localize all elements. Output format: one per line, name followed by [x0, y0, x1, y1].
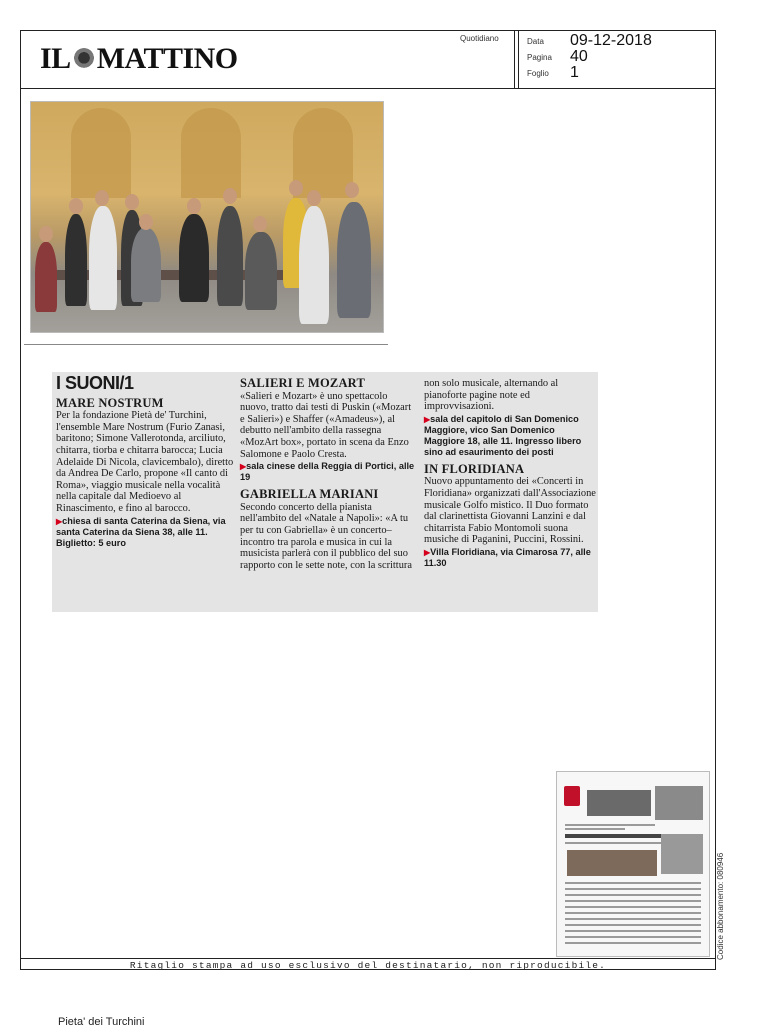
footer-notice: Ritaglio stampa ad uso esclusivo del destinatario, non riproducibile.	[129, 960, 607, 971]
date-label: Data	[527, 37, 544, 46]
header-divider	[20, 88, 716, 89]
arrow-marker-icon: ▶	[240, 462, 247, 472]
group-photo	[30, 101, 384, 333]
article-box	[52, 372, 598, 612]
logo-text-right: MATTINO	[96, 42, 238, 75]
footer-divider	[20, 958, 716, 959]
section-title: SALIERI E MOZART	[240, 376, 366, 390]
header-separator	[518, 30, 519, 88]
publication-type: Quotidiano	[460, 34, 499, 43]
section-body-continued: non solo musicale, alternando al pianoforte pagine note ed improvvisazioni.	[424, 378, 559, 413]
page-label: Pagina	[527, 53, 552, 62]
section-info: ▶sala cinese della Reggia di Portici, alle 19	[240, 461, 415, 483]
section-body: Per la fondazione Pietà de' Turchini, l'ensemble Mare Nostrum (Furio Zanasi, baritono; Simone Vallerotonda, arciliuto, chitarra, tiorba e chitarra barocca; Lucia Adelaide Di Nicola, clavicembalo), diretto da Andrea De Carlo, propone «Il canto di Roma», viaggio musicale nella vocalità nella capitale dal Medioevo al Rinascimento, e fino al barocco.	[56, 410, 234, 514]
page-value: 40	[570, 48, 588, 65]
section-title: MARE NOSTRUM	[56, 395, 164, 410]
section-info: ▶Villa Floridiana, via Cimarosa 77, alle 11.30	[424, 546, 591, 568]
section-title: GABRIELLA MARIANI	[240, 487, 379, 502]
section-info: ▶sala del capitolo di San Domenico Maggiore, vico San Domenico Maggiore 18, alle 11. Ingresso libero sino ad esaurimento dei posti	[424, 413, 582, 457]
logo-text-left: IL	[40, 42, 71, 75]
article-column-1	[56, 373, 234, 549]
article-column-3	[424, 378, 596, 569]
section-info: ▶chiesa di santa Caterina da Siena, via santa Caterina da Siena 38, alle 11. Biglietto: 5 euro	[56, 515, 226, 548]
source-caption: Pieta' dei Turchini	[58, 1016, 145, 1028]
section-body: Nuovo appuntamento dei «Concerti in Floridiana» organizzati dall'Associazione musicale Golfo mistico. Il Duo formato dal clarinettista Giovanni Lanzini e dal chitarrista Fabio Montomoli suona musiche di Paganini, Puccini, Rossini.	[424, 476, 596, 546]
arrow-marker-icon: ▶	[424, 547, 431, 557]
photo-divider	[24, 344, 388, 345]
sheet-value: 1	[570, 64, 579, 81]
date-value: 09-12-2018	[570, 32, 652, 49]
arrow-marker-icon: ▶	[424, 414, 431, 424]
newspaper-logo	[40, 42, 238, 76]
page-thumbnail	[556, 771, 710, 957]
section-body: Secondo concerto della pianista nell'ambito del «Natale a Napoli»: «A tu per tu con Gabriella» è un concerto–incontro tra parola e musica in cui la musicista parlerà con il pubblico del suo rapporto con le sette note, con la scrittura	[240, 501, 412, 571]
section-title: IN FLORIDIANA	[424, 461, 525, 476]
section-body: «Salieri e Mozart» è uno spettacolo nuovo, tratto dai testi di Puskin («Mozart e Salieri») e Shaffer («Amadeus»), al debutto nell'ambito della rassegna «MozArt box», portato in scena da Enzo Salomone e Paolo Cresta.	[240, 390, 412, 460]
arrow-marker-icon: ▶	[56, 516, 63, 526]
article-column-2	[240, 378, 416, 571]
article-kicker: I SUONI/1	[56, 373, 134, 393]
header-separator	[514, 30, 515, 88]
sheet-label: Foglio	[527, 69, 549, 78]
rooster-emblem-icon	[73, 48, 95, 70]
subscription-code: Codice abbonamento: 080946	[716, 852, 725, 960]
